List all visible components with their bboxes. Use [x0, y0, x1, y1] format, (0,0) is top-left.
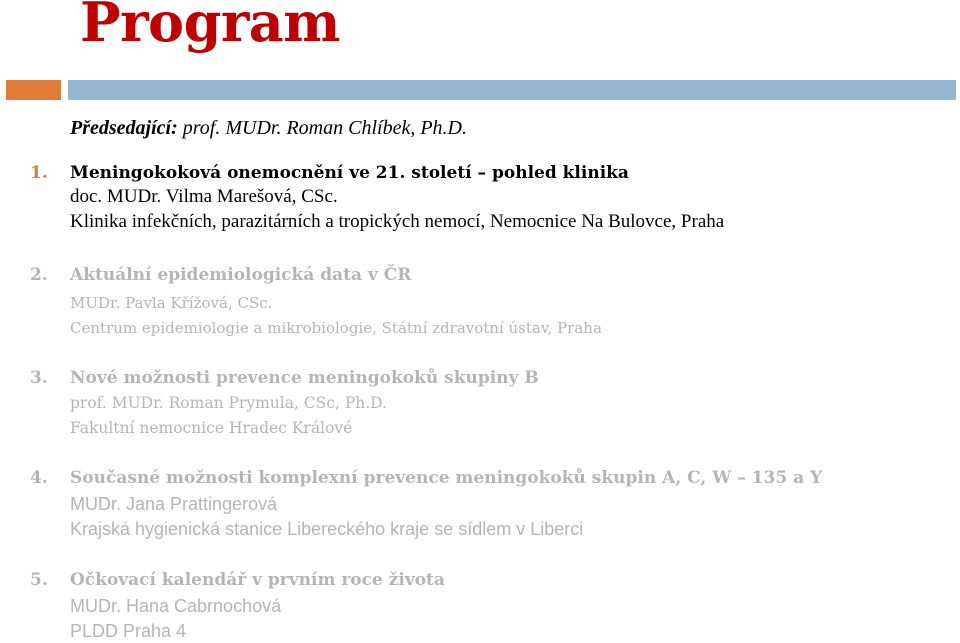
item-number: 1. — [30, 163, 48, 183]
chairperson-label: Předsedající: — [70, 117, 178, 139]
chairperson-name: prof. MUDr. Roman Chlíbek, Ph.D. — [182, 117, 467, 139]
item-affiliation: Fakultní nemocnice Hradec Králové — [70, 419, 353, 437]
item-speaker: prof. MUDr. Roman Prymula, CSc, Ph.D. — [70, 394, 387, 412]
item-number: 4. — [30, 468, 48, 488]
item-title: Aktuální epidemiologická data v ČR — [70, 265, 412, 285]
chairperson — [70, 117, 467, 140]
item-number: 2. — [30, 265, 48, 285]
item-title: Očkovací kalendář v prvním roce života — [70, 570, 445, 590]
item-title: Meningokoková onemocnění ve 21. století – pohled klinika — [70, 163, 629, 183]
item-speaker: MUDr. Hana Cabrnochová — [70, 596, 282, 616]
page-title: Program — [80, 0, 340, 54]
item-speaker: MUDr. Jana Prattingerová — [70, 494, 278, 514]
accent-bar-orange — [6, 80, 61, 100]
item-number: 5. — [30, 570, 48, 590]
item-title: Nové možnosti prevence meningokoků skupiny B — [70, 368, 539, 388]
item-title: Současné možnosti komplexní prevence meningokoků skupin A, C, W – 135 a Y — [70, 468, 823, 488]
item-number: 3. — [30, 368, 48, 388]
item-affiliation: PLDD Praha 4 — [70, 621, 187, 641]
item-affiliation: Klinika infekčních, parazitárních a tropických nemocí, Nemocnice Na Bulovce, Praha — [70, 211, 725, 232]
item-speaker: MUDr. Pavla Křížová, CSc. — [70, 294, 273, 312]
accent-bar-blue — [68, 80, 956, 100]
item-affiliation: Krajská hygienická stanice Libereckého kraje se sídlem v Liberci — [70, 519, 584, 539]
item-speaker: doc. MUDr. Vilma Marešová, CSc. — [70, 186, 338, 207]
item-affiliation: Centrum epidemiologie a mikrobiologie, Státní zdravotní ústav, Praha — [70, 319, 602, 337]
